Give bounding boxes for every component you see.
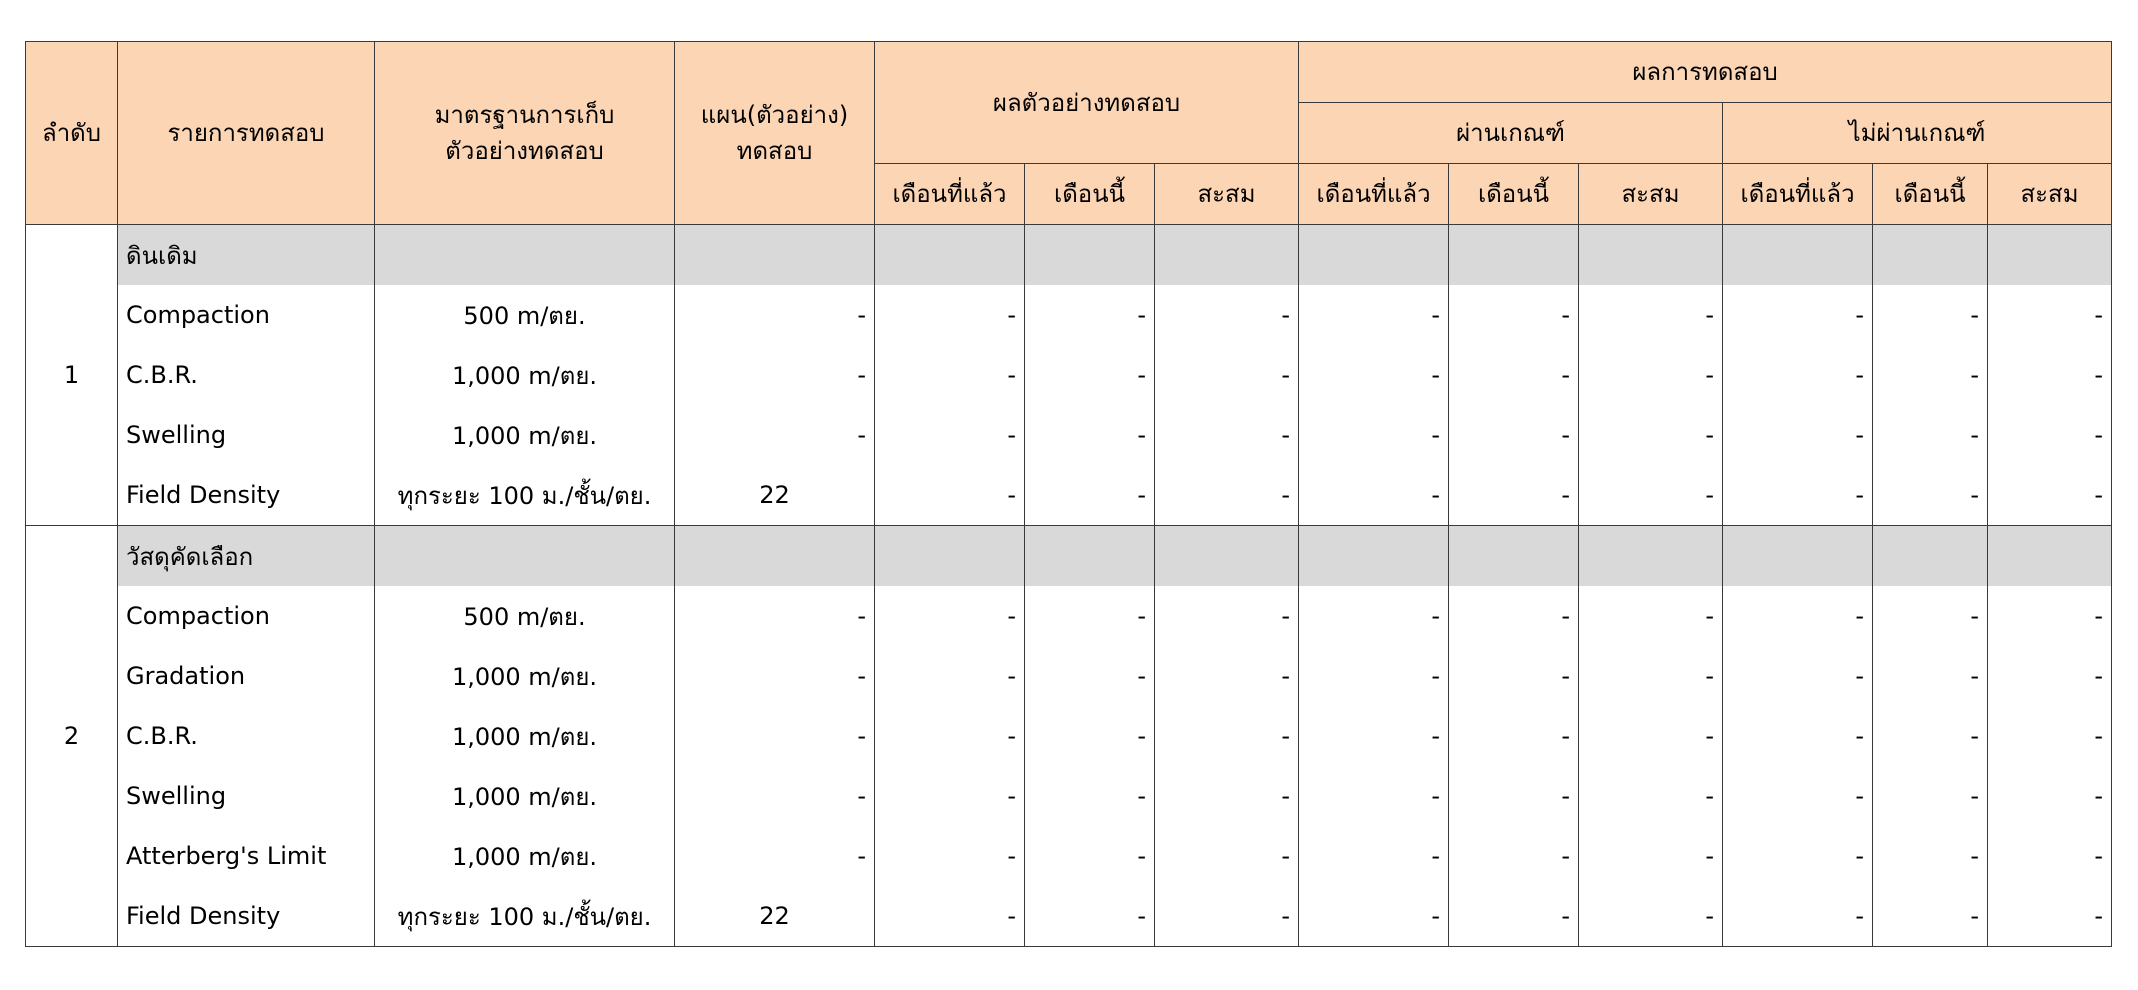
result-cell: - xyxy=(1723,826,1873,886)
empty-cell xyxy=(1155,225,1299,286)
result-cell: - xyxy=(1579,586,1723,646)
result-cell: - xyxy=(1723,345,1873,405)
group-title: ดินเดิม xyxy=(118,225,375,286)
test-standard: 1,000 m/ตย. xyxy=(375,826,675,886)
test-standard: 1,000 m/ตย. xyxy=(375,405,675,465)
header-plan xyxy=(675,42,875,225)
result-cell: - xyxy=(1155,405,1299,465)
test-plan: - xyxy=(675,826,875,886)
result-cell: - xyxy=(1723,706,1873,766)
result-cell: - xyxy=(1579,465,1723,526)
result-cell: - xyxy=(1579,766,1723,826)
result-cell: - xyxy=(1873,465,1988,526)
header-results: ผลการทดสอบ xyxy=(1299,42,2112,103)
group-number: 2 xyxy=(26,526,118,947)
result-cell: - xyxy=(1155,465,1299,526)
result-cell: - xyxy=(1579,826,1723,886)
empty-cell xyxy=(1025,526,1155,587)
group-number: 1 xyxy=(26,225,118,526)
header-pass: ผ่านเกณฑ์ xyxy=(1299,103,1723,164)
test-item: Compaction xyxy=(118,586,375,646)
result-cell: - xyxy=(1025,345,1155,405)
result-cell: - xyxy=(1988,826,2112,886)
result-cell: - xyxy=(1449,886,1579,947)
result-cell: - xyxy=(1579,405,1723,465)
result-cell: - xyxy=(1299,646,1449,706)
table-row xyxy=(26,646,2112,706)
result-cell: - xyxy=(1988,465,2112,526)
empty-cell xyxy=(1988,225,2112,286)
result-cell: - xyxy=(875,345,1025,405)
result-cell: - xyxy=(1449,706,1579,766)
result-cell: - xyxy=(1579,886,1723,947)
header-standard-line1: มาตรฐานการเก็บ xyxy=(434,101,615,129)
result-cell: - xyxy=(1988,766,2112,826)
result-cell: - xyxy=(1155,345,1299,405)
header-pass-cum: สะสม xyxy=(1579,164,1723,225)
header-samples: ผลตัวอย่างทดสอบ xyxy=(875,42,1299,164)
result-cell: - xyxy=(1299,766,1449,826)
result-cell: - xyxy=(1155,766,1299,826)
header-plan-line1: แผน(ตัวอย่าง) xyxy=(700,101,849,129)
result-cell: - xyxy=(1449,345,1579,405)
result-cell: - xyxy=(1025,646,1155,706)
test-item: Field Density xyxy=(118,886,375,947)
result-cell: - xyxy=(1299,465,1449,526)
result-cell: - xyxy=(1025,405,1155,465)
result-cell: - xyxy=(1873,886,1988,947)
table-row xyxy=(26,285,2112,345)
empty-cell xyxy=(1449,526,1579,587)
empty-cell xyxy=(875,225,1025,286)
test-item: Atterberg's Limit xyxy=(118,826,375,886)
result-cell: - xyxy=(1155,285,1299,345)
table-row xyxy=(26,465,2112,526)
empty-cell xyxy=(675,225,875,286)
result-cell: - xyxy=(1988,886,2112,947)
header-samples-prev: เดือนที่แล้ว xyxy=(875,164,1025,225)
empty-cell xyxy=(1988,526,2112,587)
table-row xyxy=(26,345,2112,405)
result-cell: - xyxy=(1025,285,1155,345)
result-cell: - xyxy=(1988,646,2112,706)
result-cell: - xyxy=(875,405,1025,465)
result-cell: - xyxy=(1579,345,1723,405)
test-standard: 500 m/ตย. xyxy=(375,586,675,646)
result-cell: - xyxy=(1025,826,1155,886)
test-item: Compaction xyxy=(118,285,375,345)
empty-cell xyxy=(1579,526,1723,587)
result-cell: - xyxy=(1449,405,1579,465)
result-cell: - xyxy=(1025,766,1155,826)
group-title-row xyxy=(26,225,2112,286)
table-row xyxy=(26,405,2112,465)
test-item: Swelling xyxy=(118,405,375,465)
result-cell: - xyxy=(1723,586,1873,646)
result-cell: - xyxy=(1299,405,1449,465)
test-item: C.B.R. xyxy=(118,345,375,405)
result-cell: - xyxy=(1873,285,1988,345)
result-cell: - xyxy=(875,646,1025,706)
test-item: Gradation xyxy=(118,646,375,706)
result-cell: - xyxy=(1155,586,1299,646)
test-standard: 1,000 m/ตย. xyxy=(375,646,675,706)
table-row xyxy=(26,586,2112,646)
test-standard: 1,000 m/ตย. xyxy=(375,706,675,766)
result-cell: - xyxy=(1873,405,1988,465)
table-row xyxy=(26,766,2112,826)
result-cell: - xyxy=(1723,405,1873,465)
result-cell: - xyxy=(1449,646,1579,706)
test-standard: 1,000 m/ตย. xyxy=(375,345,675,405)
table-row xyxy=(26,706,2112,766)
result-cell: - xyxy=(1723,285,1873,345)
result-cell: - xyxy=(875,586,1025,646)
table-row xyxy=(26,886,2112,947)
test-item: C.B.R. xyxy=(118,706,375,766)
header-pass-prev: เดือนที่แล้ว xyxy=(1299,164,1449,225)
result-cell: - xyxy=(1025,706,1155,766)
result-cell: - xyxy=(875,766,1025,826)
result-cell: - xyxy=(1025,465,1155,526)
empty-cell xyxy=(1723,526,1873,587)
empty-cell xyxy=(1873,526,1988,587)
empty-cell xyxy=(1155,526,1299,587)
result-cell: - xyxy=(1873,826,1988,886)
test-plan: - xyxy=(675,706,875,766)
result-cell: - xyxy=(1579,646,1723,706)
header-samples-cum: สะสม xyxy=(1155,164,1299,225)
test-plan: - xyxy=(675,345,875,405)
header-no: ลำดับ xyxy=(26,42,118,225)
empty-cell xyxy=(875,526,1025,587)
result-cell: - xyxy=(875,285,1025,345)
result-cell: - xyxy=(1449,826,1579,886)
result-cell: - xyxy=(1873,345,1988,405)
table-row xyxy=(26,826,2112,886)
header-standard-line2: ตัวอย่างทดสอบ xyxy=(445,137,604,165)
result-cell: - xyxy=(1873,766,1988,826)
result-cell: - xyxy=(1299,586,1449,646)
test-plan: - xyxy=(675,285,875,345)
header-standard xyxy=(375,42,675,225)
header-fail-prev: เดือนที่แล้ว xyxy=(1723,164,1873,225)
empty-cell xyxy=(1025,225,1155,286)
result-cell: - xyxy=(1988,706,2112,766)
result-cell: - xyxy=(1449,285,1579,345)
result-cell: - xyxy=(875,826,1025,886)
result-cell: - xyxy=(1299,826,1449,886)
result-cell: - xyxy=(1025,886,1155,947)
result-cell: - xyxy=(1155,826,1299,886)
group-title-row xyxy=(26,526,2112,587)
test-item: Field Density xyxy=(118,465,375,526)
empty-cell xyxy=(375,526,675,587)
test-plan: 22 xyxy=(675,886,875,947)
result-cell: - xyxy=(1988,285,2112,345)
header-fail: ไม่ผ่านเกณฑ์ xyxy=(1723,103,2112,164)
result-cell: - xyxy=(1299,285,1449,345)
test-plan: - xyxy=(675,766,875,826)
test-plan: - xyxy=(675,646,875,706)
result-cell: - xyxy=(1723,766,1873,826)
result-cell: - xyxy=(1025,586,1155,646)
result-cell: - xyxy=(1723,646,1873,706)
result-cell: - xyxy=(1579,285,1723,345)
empty-cell xyxy=(375,225,675,286)
result-cell: - xyxy=(1449,586,1579,646)
result-cell: - xyxy=(1449,766,1579,826)
result-cell: - xyxy=(1579,706,1723,766)
result-cell: - xyxy=(1299,345,1449,405)
header-fail-cum: สะสม xyxy=(1988,164,2112,225)
result-cell: - xyxy=(1988,345,2112,405)
table-body xyxy=(26,225,2112,947)
result-cell: - xyxy=(1723,886,1873,947)
empty-cell xyxy=(1723,225,1873,286)
header-pass-this: เดือนนี้ xyxy=(1449,164,1579,225)
result-cell: - xyxy=(1155,886,1299,947)
empty-cell xyxy=(1299,225,1449,286)
empty-cell xyxy=(1579,225,1723,286)
result-cell: - xyxy=(875,886,1025,947)
group-title: วัสดุคัดเลือก xyxy=(118,526,375,587)
test-standard: ทุกระยะ 100 ม./ชั้น/ตย. xyxy=(375,886,675,947)
empty-cell xyxy=(675,526,875,587)
header-samples-this: เดือนนี้ xyxy=(1025,164,1155,225)
result-cell: - xyxy=(1299,706,1449,766)
test-plan: 22 xyxy=(675,465,875,526)
result-cell: - xyxy=(1299,886,1449,947)
result-cell: - xyxy=(1988,405,2112,465)
header-fail-this: เดือนนี้ xyxy=(1873,164,1988,225)
test-standard: 500 m/ตย. xyxy=(375,285,675,345)
result-cell: - xyxy=(1723,465,1873,526)
test-plan: - xyxy=(675,586,875,646)
result-cell: - xyxy=(875,465,1025,526)
result-cell: - xyxy=(1873,646,1988,706)
result-cell: - xyxy=(1873,706,1988,766)
test-results-table xyxy=(25,41,2112,947)
test-standard: ทุกระยะ 100 ม./ชั้น/ตย. xyxy=(375,465,675,526)
result-cell: - xyxy=(1988,586,2112,646)
result-cell: - xyxy=(1873,586,1988,646)
empty-cell xyxy=(1449,225,1579,286)
result-cell: - xyxy=(875,706,1025,766)
empty-cell xyxy=(1299,526,1449,587)
result-cell: - xyxy=(1155,646,1299,706)
test-standard: 1,000 m/ตย. xyxy=(375,766,675,826)
empty-cell xyxy=(1873,225,1988,286)
header-item: รายการทดสอบ xyxy=(118,42,375,225)
test-plan: - xyxy=(675,405,875,465)
result-cell: - xyxy=(1449,465,1579,526)
test-item: Swelling xyxy=(118,766,375,826)
result-cell: - xyxy=(1155,706,1299,766)
header-plan-line2: ทดสอบ xyxy=(736,137,813,165)
